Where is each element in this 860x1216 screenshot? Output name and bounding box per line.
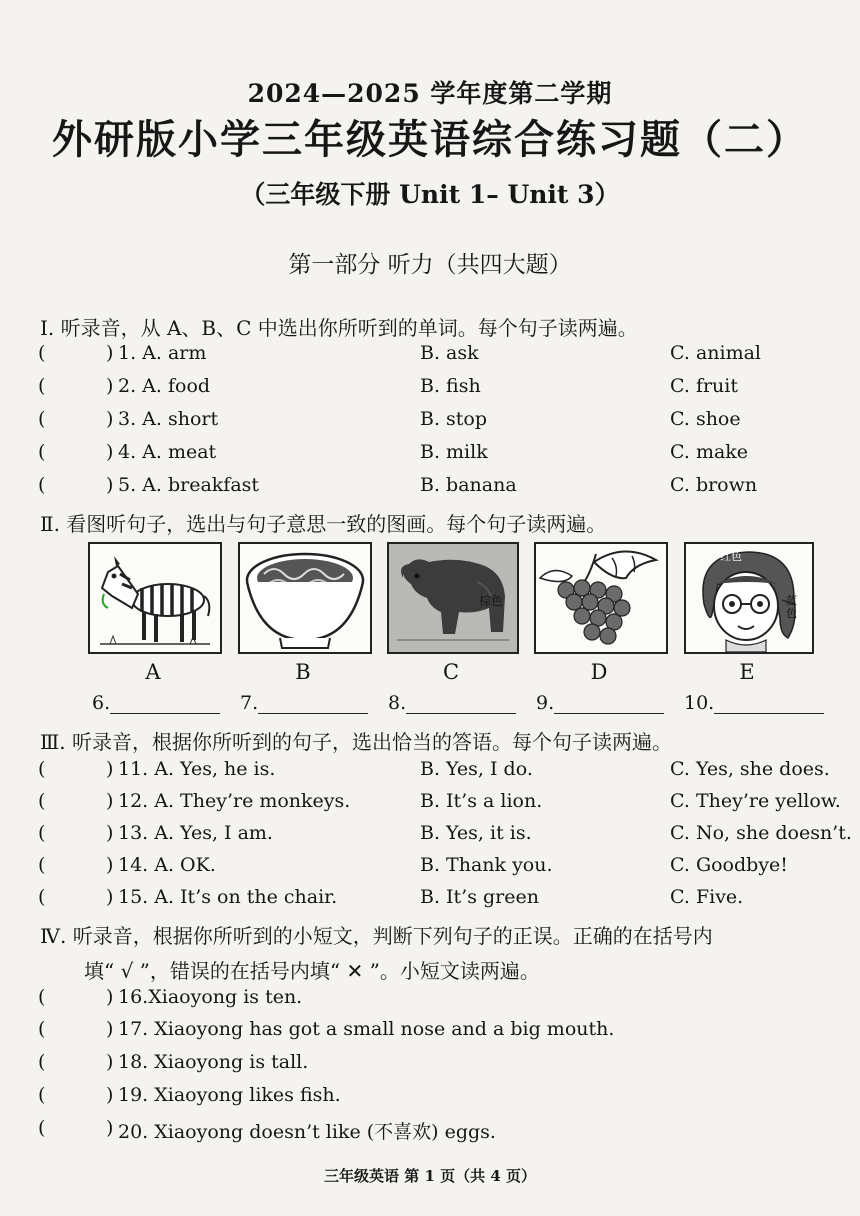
answer-paren-close: )	[106, 986, 114, 1008]
blank-number: 10.	[684, 692, 715, 714]
question-row	[38, 758, 838, 788]
question-row	[38, 474, 838, 504]
statement-text: 17. Xiaoyong has got a small nose and a big mouth.	[118, 1018, 615, 1040]
answer-paren-open: (	[38, 1084, 46, 1106]
part-heading: 第一部分 听力（共四大题）	[288, 252, 572, 278]
answer-paren-open: (	[38, 474, 46, 496]
answer-paren-open: (	[38, 886, 46, 908]
answer-paren-open: (	[38, 790, 46, 812]
section-2-instructions: Ⅱ. 看图听句子，选出与句子意思一致的图画。每个句子读两遍。	[40, 512, 607, 536]
question-row	[38, 822, 852, 852]
question-row	[38, 375, 838, 405]
question-row	[38, 408, 838, 438]
answer-paren-close: )	[106, 441, 114, 463]
option-b: B. Yes, I do.	[420, 758, 533, 780]
answer-paren-open: (	[38, 342, 46, 364]
answer-blank	[388, 692, 516, 714]
blank-number: 9.	[536, 692, 555, 714]
section-4-instructions: Ⅳ. 听录音，根据你所听到的小短文，判断下列句子的正误。正确的在括号内	[40, 924, 713, 948]
question-row	[38, 790, 841, 820]
statement-text: 18. Xiaoyong is tall.	[118, 1051, 309, 1073]
blank-line	[258, 695, 368, 714]
answer-paren-open: (	[38, 986, 46, 1008]
option-c: C. fruit	[670, 375, 739, 397]
exam-title: 外研版小学三年级英语综合练习题（二）	[52, 116, 808, 163]
answer-paren-close: )	[106, 886, 114, 908]
picture-letter: E	[739, 660, 755, 684]
statement-text: 20. Xiaoyong doesn’t like (不喜欢) eggs.	[118, 1121, 496, 1143]
option-b: B. stop	[420, 408, 488, 430]
option-a: 15. A. It’s on the chair.	[118, 886, 338, 908]
answer-paren-close: )	[106, 1084, 114, 1106]
question-row	[38, 342, 838, 372]
picture-b-noodles	[238, 542, 372, 654]
option-c: C. Five.	[670, 886, 744, 908]
answer-paren-close: )	[106, 342, 114, 364]
option-b: B. milk	[420, 441, 488, 463]
hair-color-label: 红色	[720, 550, 742, 563]
statement-row	[38, 1117, 838, 1147]
statement-row	[38, 1018, 838, 1048]
option-a: 13. A. Yes, I am.	[118, 822, 273, 844]
answer-paren-close: )	[106, 1051, 114, 1073]
statement-row	[38, 986, 838, 1016]
noodle-bowl-icon	[240, 544, 370, 652]
answer-paren-open: (	[38, 375, 46, 397]
option-c: C. Goodbye!	[670, 854, 788, 876]
answer-blank	[684, 692, 824, 714]
answer-paren-close: )	[106, 375, 114, 397]
question-row	[38, 854, 838, 884]
blank-line	[714, 695, 824, 714]
option-b: B. It’s a lion.	[420, 790, 543, 812]
option-a: 5. A. breakfast	[118, 474, 260, 496]
option-c: C. They’re yellow.	[670, 790, 841, 812]
answer-paren-open: (	[38, 441, 46, 463]
section-4-instructions-cont: 填“ √ ”，错误的在括号内填“ ✕ ”。小短文读两遍。	[84, 959, 540, 983]
answer-paren-open: (	[38, 854, 46, 876]
picture-e-girl	[684, 542, 814, 654]
blank-number: 8.	[388, 692, 407, 714]
option-a: 1. A. arm	[118, 342, 207, 364]
option-b: B. fish	[420, 375, 481, 397]
answer-paren-open: (	[38, 408, 46, 430]
answer-paren-close: )	[106, 854, 114, 876]
grapes-icon	[536, 544, 666, 652]
picture-c-bear	[387, 542, 519, 654]
blank-number: 7.	[240, 692, 259, 714]
statement-row	[38, 1051, 838, 1081]
statement-text: 16.Xiaoyong is ten.	[118, 986, 303, 1008]
answer-blank	[92, 692, 220, 714]
picture-letter: C	[442, 660, 460, 684]
zebra-icon	[90, 544, 220, 652]
glasses-color-label: 蓝色	[786, 594, 797, 620]
picture-d-grapes	[534, 542, 668, 654]
option-c: C. Yes, she does.	[670, 758, 830, 780]
answer-paren-open: (	[38, 1051, 46, 1073]
answer-paren-close: )	[106, 1117, 114, 1139]
blank-number: 6.	[92, 692, 111, 714]
blank-line	[406, 695, 516, 714]
answer-paren-open: (	[38, 758, 46, 780]
picture-a-zebra	[88, 542, 222, 654]
page-footer: 三年级英语 第 1 页（共 4 页）	[324, 1167, 536, 1185]
option-a: 14. A. OK.	[118, 854, 216, 876]
option-c: C. animal	[670, 342, 762, 364]
option-a: 11. A. Yes, he is.	[118, 758, 276, 780]
answer-paren-close: )	[106, 822, 114, 844]
question-row	[38, 886, 838, 916]
school-year: 2024—2025 学年度第二学期	[247, 79, 613, 108]
option-a: 3. A. short	[118, 408, 219, 430]
answer-paren-open: (	[38, 822, 46, 844]
option-c: C. brown	[670, 474, 758, 496]
option-b: B. It’s green	[420, 886, 539, 908]
answer-paren-close: )	[106, 1018, 114, 1040]
blank-line	[110, 695, 220, 714]
option-c: C. No, she doesn’t.	[670, 822, 852, 844]
picture-letter: B	[295, 660, 311, 684]
answer-paren-close: )	[106, 474, 114, 496]
answer-paren-open: (	[38, 1117, 46, 1139]
answer-paren-close: )	[106, 408, 114, 430]
answer-paren-close: )	[106, 758, 114, 780]
option-b: B. Thank you.	[420, 854, 553, 876]
option-a: 2. A. food	[118, 375, 211, 397]
option-c: C. shoe	[670, 408, 741, 430]
statement-row	[38, 1084, 838, 1114]
section-1-instructions: Ⅰ. 听录音，从 A、B、C 中选出你所听到的单词。每个句子读两遍。	[40, 316, 638, 340]
blank-line	[554, 695, 664, 714]
answer-paren-close: )	[106, 790, 114, 812]
option-b: B. Yes, it is.	[420, 822, 532, 844]
option-b: B. banana	[420, 474, 517, 496]
option-c: C. make	[670, 441, 749, 463]
section-3-instructions: Ⅲ. 听录音，根据你所听到的句子，选出恰当的答语。每个句子读两遍。	[40, 730, 673, 754]
answer-paren-open: (	[38, 1018, 46, 1040]
option-a: 4. A. meat	[118, 441, 217, 463]
question-row	[38, 441, 838, 471]
bear-color-label: 棕色	[479, 594, 504, 608]
picture-letter: D	[590, 660, 608, 684]
answer-blank	[240, 692, 368, 714]
statement-text: 19. Xiaoyong likes fish.	[118, 1084, 341, 1106]
option-b: B. ask	[420, 342, 479, 364]
answer-blank	[536, 692, 664, 714]
option-a: 12. A. They’re monkeys.	[118, 790, 351, 812]
exam-subtitle: （三年级下册 Unit 1– Unit 3）	[240, 180, 620, 209]
picture-letter: A	[145, 660, 161, 684]
